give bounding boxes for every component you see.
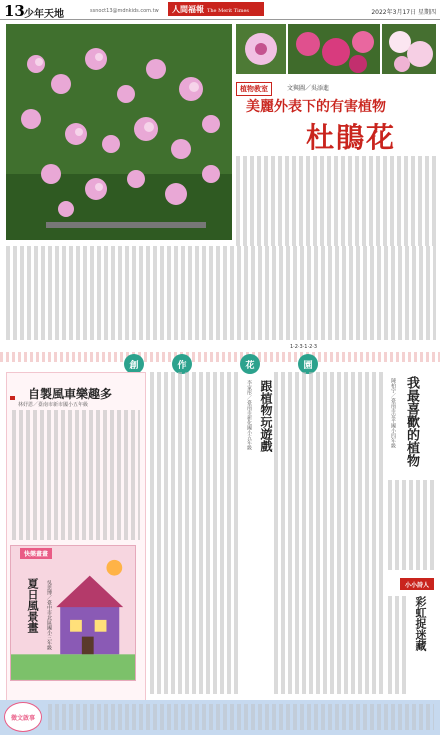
- plant-article-title: 我最喜歡的植物: [404, 376, 419, 467]
- submission-badge: 徵文啟事: [4, 702, 42, 732]
- photo-caption-key: 1·2·3·1·2·3: [290, 344, 318, 350]
- game-article-text: [150, 372, 240, 694]
- game-article-text-2: [274, 372, 384, 694]
- poet-badge: 小小詩人: [400, 578, 434, 590]
- azalea-closeup-photo-2: [288, 24, 380, 74]
- azalea-main-photo: [6, 24, 232, 240]
- azalea-bush-illustration: [6, 24, 232, 240]
- kite-article-text: [12, 410, 140, 540]
- drawing-tag: 快樂畫畫: [20, 548, 52, 559]
- logo-text: 人間福報: [172, 4, 204, 14]
- section-title: 少年天地: [24, 9, 64, 20]
- contact-url[interactable]: ssnoct13@mdnkids.com.tw: [90, 8, 159, 14]
- issue-date: 2022年3月17日 星期四: [371, 9, 436, 16]
- flower-closeup-illustration: [236, 24, 286, 74]
- newspaper-logo: [168, 2, 264, 16]
- submission-notice-text: [48, 704, 434, 730]
- feature-byline: 文與圖／吳添進: [287, 85, 330, 92]
- flower-white-illustration: [382, 24, 436, 74]
- drawing-title: 夏日風景畫: [26, 578, 39, 633]
- poem-text: [388, 596, 408, 694]
- plant-article-text: [388, 480, 436, 570]
- azalea-closeup-photo-1: [236, 24, 286, 74]
- column-badge: 植物教室: [236, 82, 272, 96]
- azalea-closeup-photo-3: [382, 24, 436, 74]
- game-article-author: 李家彤／臺南市新化國小五年級: [246, 380, 252, 450]
- game-article-title: 跟植物玩遊戲: [259, 380, 273, 452]
- divider-badge-1: 創: [124, 354, 144, 374]
- feature-body-text-1: [236, 156, 436, 246]
- divider-badge-2: 作: [172, 354, 192, 374]
- drawing-author: 吳思博／臺中市北區國小三年級: [46, 580, 52, 650]
- kite-article-title: 自製風車樂趣多: [28, 387, 113, 401]
- section-divider: [0, 352, 440, 362]
- page-number: 13: [4, 2, 25, 20]
- divider-badge-3: 花: [240, 354, 260, 374]
- plant-article-author: 陳柏宇／臺南市安平國小四年級: [390, 378, 396, 448]
- flower-cluster-illustration: [288, 24, 380, 74]
- feature-body-text-2: [6, 246, 436, 340]
- kite-article-author: 林妤恩／臺南市新市國小五年級: [18, 402, 89, 408]
- kite-title-marker: [10, 396, 15, 400]
- feature-subheadline: 美麗外表下的有害植物: [246, 99, 386, 115]
- feature-headline: 杜鵑花: [306, 121, 397, 154]
- poem-title: 彩虹捉迷藏: [414, 596, 427, 651]
- divider-badge-4: 園: [298, 354, 318, 374]
- logo-english: The Merit Times: [207, 8, 249, 14]
